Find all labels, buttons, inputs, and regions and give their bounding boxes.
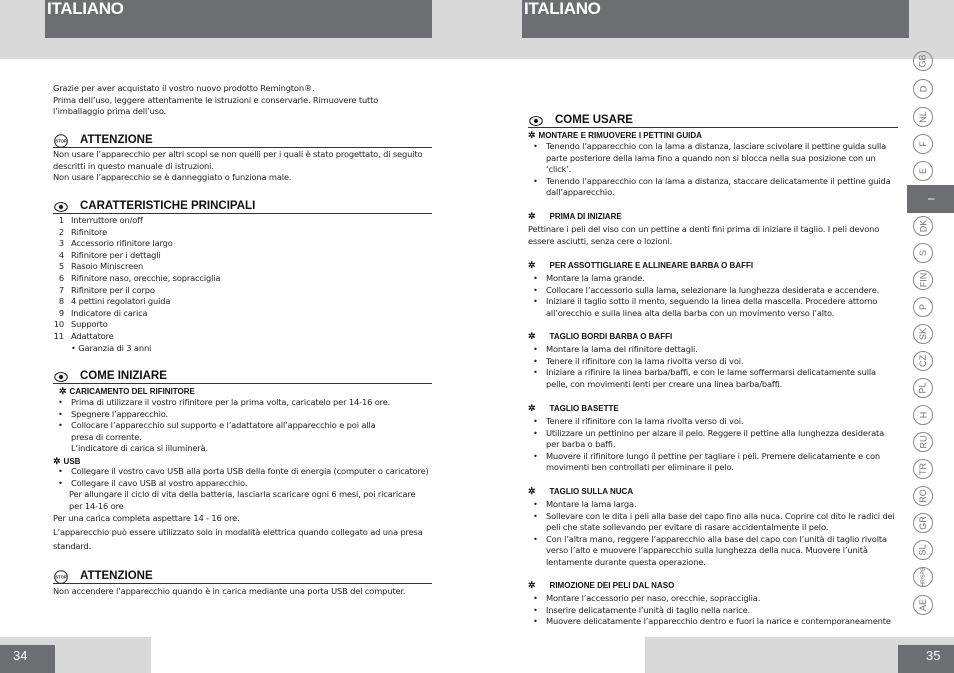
page-number-right: 35 — [898, 645, 954, 673]
feature-item: 4 Rifinitore per i dettagli — [58, 249, 161, 260]
neck-subheading: ✲ TAGLIO SULLA NUCA — [528, 486, 634, 496]
features-title: CARATTERISTICHE PRINCIPALI — [80, 200, 256, 212]
nose-subheading: ✲ RIMOZIONE DEI PELI DAL NASO — [528, 580, 675, 590]
feature-item: 8 4 pettini regolatori guida — [58, 296, 171, 307]
list-item: • Montare la lama del rifinitore dettagli. — [528, 344, 893, 356]
list-item: • Sollevare con le dita i peli alla base del capo fino alla nuca. Coprire col dito le radici dei peli che state sollevando per evitare di rasare accidentalmente il pelo. — [528, 511, 900, 534]
start-section — [53, 369, 432, 384]
eye-icon — [54, 370, 68, 384]
list-item: • Muovere delicatamente l’apparecchio dentro e fuori la narice e contemporaneamente — [528, 616, 903, 628]
list-item: • Montare la lama larga. — [528, 499, 900, 511]
feature-item: 5 Rasoio Miniscreen — [58, 261, 144, 272]
lang-tab-fin[interactable]: FIN — [913, 270, 933, 290]
feature-item: 10 Supporto — [53, 319, 108, 330]
list-item: • Montare l’accessorio per naso, orecchie, sopracciglia. — [528, 593, 903, 605]
attention-line: descritti in questo manuale di istruzioni. — [53, 160, 214, 171]
feature-item: 2 Rifinitore — [58, 226, 108, 237]
stop-icon — [54, 570, 68, 584]
sparkle-icon: ✲ — [59, 386, 67, 396]
intro-line: l’imballaggio prima dell’uso. — [53, 106, 167, 117]
lang-tab-p[interactable]: P — [913, 297, 933, 317]
lang-tab-e[interactable]: E — [913, 161, 933, 181]
usb-note: Per allungare il ciclo di vita della batteria, lasciarla scaricare ogni 6 mesi, poi ricaricare per 14-16 ore — [69, 489, 416, 511]
features-section — [53, 199, 432, 214]
stop-icon — [54, 134, 68, 148]
list-item: • Inserire delicatamente l’unità di taglio nella narice. — [528, 605, 903, 617]
attention-line: Non usare l’apparecchio per altri scopi se non quelli per i quali è stato progettato, di seguito — [53, 149, 423, 159]
feature-item: 6 Rifinitore naso, orecchie, sopracciglia — [58, 272, 221, 283]
sparkle-icon: ✲ — [528, 580, 536, 590]
list-item: • Iniziare a rifinire la linea barba/baffi, e con le lame soffermarsi delicatamente sulla pelle, con movimenti lenti per creare una linea barba/baffi. — [528, 367, 893, 390]
charging-indicator-note: L’indicatore di carica si illuminerà. — [71, 443, 208, 453]
lang-tab-f[interactable]: F — [913, 134, 933, 154]
lang-tab-pl[interactable]: PL — [913, 378, 933, 398]
sparkle-icon: ✲ — [528, 130, 536, 140]
beard-subheading: ✲ PER ASSOTTIGLIARE E ALLINEARE BARBA O BAFFI — [528, 260, 754, 270]
combs-list — [528, 141, 898, 199]
lang-tab-nl[interactable]: NL — [913, 107, 933, 127]
use-title: COME USARE — [555, 114, 633, 126]
list-item: • Collocare l’apparecchio sul supporto e l’adattatore all’apparecchio e poi alla presa di corrente. — [53, 420, 398, 443]
side-subheading: ✲ TAGLIO BASETTE — [528, 403, 619, 413]
sparkle-icon: ✲ — [528, 486, 536, 496]
list-item: • Utilizzare un pettinino per alzare il pelo. Reggere il pettine alla lunghezza desiderata per barba o baffi. — [528, 428, 898, 451]
sparkle-icon: ✲ — [528, 211, 536, 221]
lang-tab-hr-srb[interactable]: HR/SRB — [913, 567, 933, 587]
charging-list — [53, 397, 398, 443]
lang-tab-ae[interactable]: AE — [913, 595, 933, 615]
edges-list — [528, 344, 893, 390]
nose-list — [528, 593, 903, 628]
attention-line: Non usare l’apparecchio se è danneggiato o funziona male. — [53, 172, 292, 183]
attention-title: ATTENZIONE — [80, 570, 153, 582]
sparkle-icon: ✲ — [528, 260, 536, 270]
charging-subheading: ✲ CARICAMENTO DEL RIFINITORE — [59, 386, 195, 396]
list-item: • Tenendo l’apparecchio con la lama a distanza, staccare delicatamente il pettine guida dall’apparecchio. — [528, 176, 898, 199]
page-number-left: 34 — [0, 645, 55, 673]
before-text: Pettinare i peli del viso con un pettine a denti fini prima di iniziare il taglio. I peli devono essere asciutti, senza cere o lozioni. — [528, 224, 880, 246]
side-list — [528, 416, 898, 474]
start-title: COME INIZIARE — [80, 370, 167, 382]
lang-tab-gb[interactable]: GB — [913, 51, 933, 71]
usb-list — [53, 466, 438, 489]
lang-tab-s[interactable]: S — [913, 243, 933, 263]
use-section — [528, 113, 898, 128]
usb-subheading: ✲ USB — [53, 456, 81, 466]
list-item: • Collegare il cavo USB al vostro apparecchio. — [53, 478, 438, 490]
feature-item: 1 Interruttore on/off — [58, 215, 143, 225]
attention-section-1 — [53, 133, 432, 148]
sparkle-icon: ✲ — [528, 331, 536, 341]
feature-item: 11 Adattatore — [53, 330, 114, 341]
lang-tab-dk[interactable]: DK — [913, 216, 933, 236]
feature-item: 3 Accessorio rifinitore largo — [58, 238, 173, 249]
warranty-note: • Garanzia di 3 anni — [71, 342, 152, 353]
list-item: • Montare la lama grande. — [528, 273, 893, 285]
language-tabs — [909, 48, 936, 633]
list-item: • Collegare il vostro cavo USB alla porta USB della fonte di energia (computer o caricatore) — [53, 466, 438, 478]
mains-note: L’apparecchio può essere utilizzato solo in modalità elettrica quando collegato ad una presa standard. — [53, 527, 423, 551]
svg-text:STOP: STOP — [55, 574, 67, 580]
before-subheading: ✲ PRIMA DI INIZIARE — [528, 211, 622, 221]
lang-tab-cz[interactable]: CZ — [913, 351, 933, 371]
edges-subheading: ✲ TAGLIO BORDI BARBA O BAFFI — [528, 331, 673, 341]
lang-tab-ro[interactable]: RO — [913, 486, 933, 506]
left-header: ITALIANO — [45, 0, 432, 38]
list-item: • Spegnere l’apparecchio. — [53, 409, 398, 421]
attention-text — [53, 149, 438, 184]
right-header: ITALIANO — [522, 0, 909, 38]
svg-text:STOP: STOP — [55, 138, 67, 144]
lang-tab-ru[interactable]: RU — [913, 432, 933, 452]
eye-icon — [54, 200, 68, 214]
combs-subheading: ✲ MONTARE E RIMUOVERE I PETTINI GUIDA — [528, 130, 702, 140]
beard-list — [528, 273, 893, 319]
lang-tab-sk[interactable]: SK — [913, 324, 933, 344]
list-item: • Prima di utilizzare il vostro rifinitore per la prima volta, caricatelo per 14-16 ore. — [53, 397, 398, 409]
list-item: • Tenere il rifinitore con la lama rivolta verso di voi. — [528, 356, 893, 368]
full-charge-note: Per una carica completa aspettare 14 - 16 ore. — [53, 513, 240, 523]
neck-list — [528, 499, 900, 569]
features-list — [53, 215, 353, 354]
feature-item: 7 Rifinitore per il corpo — [58, 284, 155, 295]
lang-tab-h[interactable]: H — [913, 405, 933, 425]
lang-tab-d[interactable]: D — [913, 79, 933, 99]
intro-line: Prima dell’uso, leggere attentamente le istruzioni e conservarle. Rimuovere tutto — [53, 94, 379, 105]
lang-tab-gr[interactable]: GR — [913, 513, 933, 533]
attention-text: Non accendere l’apparecchio quando è in carica mediante una porta USB del computer. — [53, 586, 406, 596]
sparkle-icon: ✲ — [53, 456, 61, 466]
list-item: • Collocare l’accessorio sulla lama, selezionare la lunghezza desiderata e accendere. — [528, 285, 893, 297]
sparkle-icon: ✲ — [528, 403, 536, 413]
eye-icon — [529, 114, 543, 128]
lang-tab-sl[interactable]: SL — [913, 540, 933, 560]
intro-line: Grazie per aver acquistato il vostro nuovo prodotto Remington®. — [53, 83, 315, 93]
attention-section-2 — [53, 569, 432, 584]
intro-text — [53, 83, 433, 118]
list-item: • Iniziare il taglio sotto il mento, seguendo la linea della mascella. Procedere attorno all’orecchio e sulla linea alta della barba con un movimento verso l’alto. — [528, 296, 893, 319]
lang-tab-tr[interactable]: TR — [913, 459, 933, 479]
feature-item: 9 Indicatore di carica — [58, 307, 148, 318]
list-item: • Tenere il rifinitore con la lama rivolta verso di voi. — [528, 416, 898, 428]
list-item: • Tenendo l’apparecchio con la lama a distanza, lasciare scivolare il pettine guida sulla parte posteriore della lama fino a quando non si blocca nella sua posizione con un ‘click’. — [528, 141, 898, 176]
attention-title: ATTENZIONE — [80, 134, 153, 146]
list-item: • Con l’altra mano, reggere l’apparecchio alla base del capo con l’unità di taglio rivolta verso l’alto e muovere l’apparecchio sulla lunghezza della nuca. Muovere l’unità lentamente durante questa operazione. — [528, 534, 900, 569]
lang-tab-i[interactable]: I — [907, 185, 954, 213]
list-item: • Muovere il rifinitore lungo il pettine per tagliare i peli. Premere delicatamente e con movimenti ben controllati per eliminare il pelo. — [528, 451, 898, 474]
